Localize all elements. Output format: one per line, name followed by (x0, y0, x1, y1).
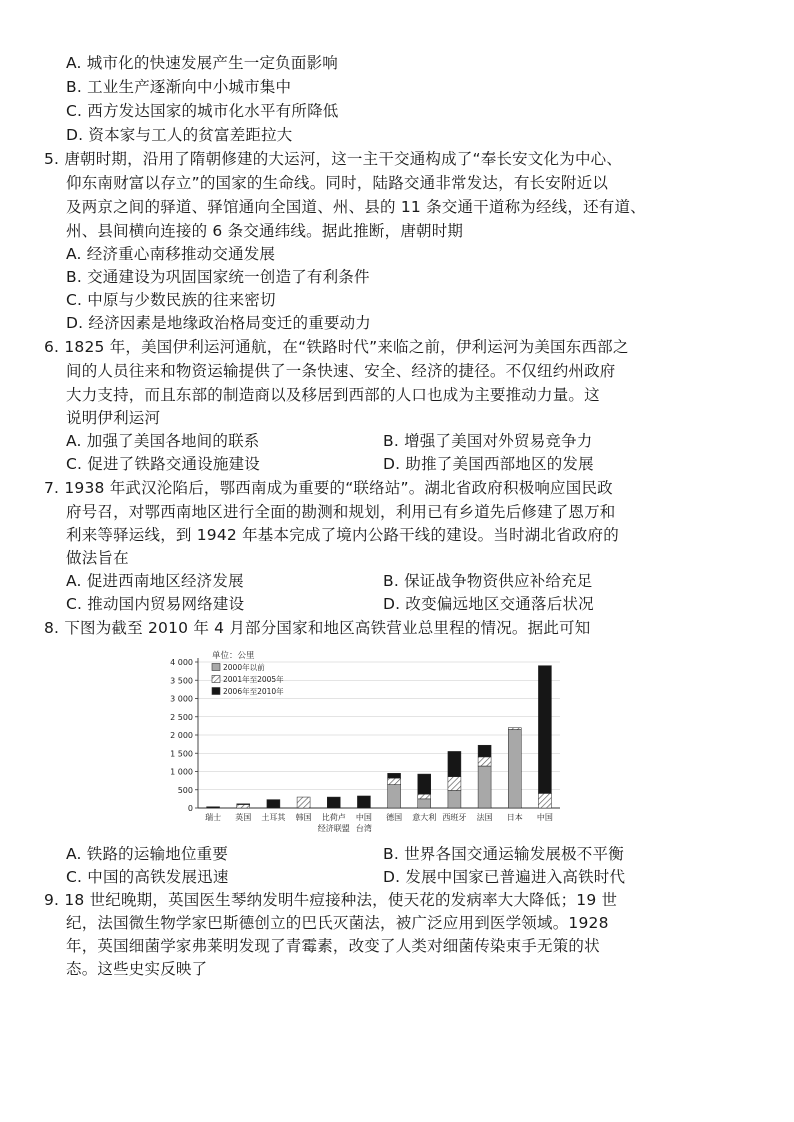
y-tick-label: 1 000 (170, 767, 193, 777)
chart-x-tick-labels (205, 812, 553, 833)
q7-stem-line-4: 做法旨在 (66, 549, 129, 567)
chart-y-tick-labels (170, 658, 193, 813)
x-tick-label: 中国 (536, 813, 553, 822)
q5-option-c: C. 中原与少数民族的往来密切 (66, 291, 276, 309)
bar-segment (478, 745, 491, 757)
bar-segment (508, 728, 521, 730)
x-tick-label: 德国 (386, 813, 403, 822)
q9-stem-line-1: 9. 18 世纪晚期，英国医生琴纳发明牛痘接种法，使天花的发病率大大降低；19 世 (44, 891, 618, 909)
q6-option-d: D. 助推了美国西部地区的发展 (383, 455, 594, 473)
q4-option-a: A. 城市化的快速发展产生一定负面影响 (66, 54, 338, 72)
chart-legend (212, 650, 284, 696)
x-tick-label: 土耳其 (261, 813, 286, 822)
bar-segment (388, 773, 401, 778)
bar-segment (478, 757, 491, 766)
x-tick-label: 西班牙 (442, 813, 467, 822)
q6-option-b: B. 增强了美国对外贸易竞争力 (383, 432, 593, 450)
q6-stem-line-2: 间的人员往来和物资运输提供了一条快速、安全、经济的捷径。不仅纽约州政府 (66, 362, 616, 380)
bar-segment (237, 804, 250, 808)
q6-option-c: C. 促进了铁路交通设施建设 (66, 455, 260, 473)
x-tick-label: 中国 (355, 813, 372, 822)
bar-segment (207, 807, 220, 808)
q7-stem-line-2: 府号召，对鄂西南地区进行全面的勘测和规划，利用已有乡道先后修建了恩万和 (66, 503, 616, 521)
bar-segment (418, 774, 431, 794)
q6-stem-line-1: 6. 1825 年，美国伊利运河通航，在“铁路时代”来临之前，伊利运河为美国东西部之 (44, 338, 629, 356)
q5-option-d: D. 经济因素是地缘政治格局变迁的重要动力 (66, 314, 371, 332)
y-tick-label: 0 (187, 804, 193, 813)
bar-segment (237, 804, 250, 805)
high-speed-rail-chart (150, 644, 570, 844)
x-tick-label: 英国 (235, 813, 252, 822)
legend-label-2000: 2000年以前 (223, 663, 265, 672)
bar-segment (418, 799, 431, 808)
chart-unit-label: 单位：公里 (212, 651, 255, 661)
bar-segment (448, 790, 461, 808)
x-tick-label: 瑞士 (205, 813, 222, 822)
legend-label-2001-2005: 2001年至2005年 (223, 675, 284, 684)
q5-stem-line-3: 及两京之间的驿道、驿馆通向全国道、州、县的 11 条交通干道称为经线，还有道、 (66, 198, 646, 216)
q5-option-b: B. 交通建设为巩固国家统一创造了有利条件 (66, 268, 370, 286)
x-tick-label: 日本 (506, 813, 523, 822)
x-tick-label-line2: 台湾 (355, 824, 372, 833)
x-tick-label: 意大利 (412, 813, 437, 822)
q4-option-c: C. 西方发达国家的城市化水平有所降低 (66, 102, 339, 120)
y-tick-label: 2 000 (170, 731, 193, 740)
bar-segment (267, 800, 280, 808)
q8-option-b: B. 世界各国交通运输发展极不平衡 (383, 845, 624, 863)
q4-option-d: D. 资本家与工人的贫富差距拉大 (66, 126, 293, 144)
bar-segment (357, 796, 370, 808)
legend-swatch-2006-2010 (212, 688, 220, 695)
q7-option-a: A. 促进西南地区经济发展 (66, 572, 244, 590)
legend-swatch-2000 (212, 664, 220, 671)
y-tick-label: 500 (177, 785, 193, 795)
q5-stem-line-2: 仰东南财富以存立”的国家的生命线。同时，陆路交通非常发达，有长安附近以 (66, 174, 609, 192)
q8-option-a: A. 铁路的运输地位重要 (66, 845, 229, 863)
q5-option-a: A. 经济重心南移推动交通发展 (66, 245, 276, 263)
x-tick-label: 韩国 (295, 813, 312, 822)
q7-stem-line-3: 利来等驿运线，到 1942 年基本完成了境内公路干线的建设。当时湖北省政府的 (66, 526, 619, 544)
q9-stem-line-2: 纪，法国微生物学家巴斯德创立的巴氏灭菌法，被广泛应用到医学领域。1928 (66, 914, 609, 932)
y-tick-label: 1 500 (170, 749, 193, 759)
bar-segment (478, 766, 491, 808)
q9-stem-line-3: 年，英国细菌学家弗莱明发现了青霉素，改变了人类对细菌传染束手无策的状 (66, 937, 600, 955)
bar-segment (418, 794, 431, 799)
bar-segment (448, 751, 461, 776)
legend-label-2006-2010: 2006年至2010年 (223, 687, 284, 696)
y-tick-label: 4 000 (170, 658, 193, 667)
q8-option-c: C. 中国的高铁发展迅速 (66, 868, 229, 886)
y-tick-label: 3 500 (170, 676, 193, 686)
q4-option-b: B. 工业生产逐渐向中小城市集中 (66, 78, 292, 96)
q5-stem-line-1: 5. 唐朝时期，沿用了隋朝修建的大运河，这一主干交通构成了“奉长安文化为中心、 (44, 150, 623, 168)
q8-stem: 8. 下图为截至 2010 年 4 月部分国家和地区高铁营业总里程的情况。据此可知 (44, 619, 591, 637)
q8-option-d: D. 发展中国家已普遍进入高铁时代 (383, 868, 626, 886)
x-tick-label-line2: 经济联盟 (317, 824, 350, 833)
q6-option-a: A. 加强了美国各地间的联系 (66, 432, 260, 450)
q6-stem-line-3: 大力支持，而且东部的制造商以及移居到西部的人口也成为主要推动力量。这 (66, 386, 600, 404)
bar-segment (538, 793, 551, 808)
q7-option-c: C. 推动国内贸易网络建设 (66, 595, 245, 613)
legend-swatch-2001-2005 (212, 676, 220, 683)
bar-segment (508, 730, 521, 808)
q9-stem-line-4: 态。这些史实反映了 (66, 960, 208, 978)
q6-stem-line-4: 说明伊利运河 (66, 409, 161, 427)
y-tick-label: 3 000 (170, 694, 193, 704)
q7-stem-line-1: 7. 1938 年武汉沦陷后，鄂西南成为重要的“联络站”。湖北省政府积极响应国民政 (44, 479, 613, 497)
bar-segment (388, 778, 401, 785)
x-tick-label: 法国 (476, 813, 493, 822)
bar-segment (538, 666, 551, 794)
q5-stem-line-4: 州、县间横向连接的 6 条交通纬线。据此推断，唐朝时期 (66, 222, 464, 240)
bar-segment (327, 797, 340, 808)
x-tick-label: 比荷卢 (321, 813, 346, 822)
q7-option-d: D. 改变偏远地区交通落后状况 (383, 595, 594, 613)
bar-segment (388, 785, 401, 808)
bar-segment (448, 777, 461, 791)
y-tick-label: 2 500 (170, 712, 193, 722)
q7-option-b: B. 保证战争物资供应补给充足 (383, 572, 593, 590)
bar-segment (297, 797, 310, 808)
